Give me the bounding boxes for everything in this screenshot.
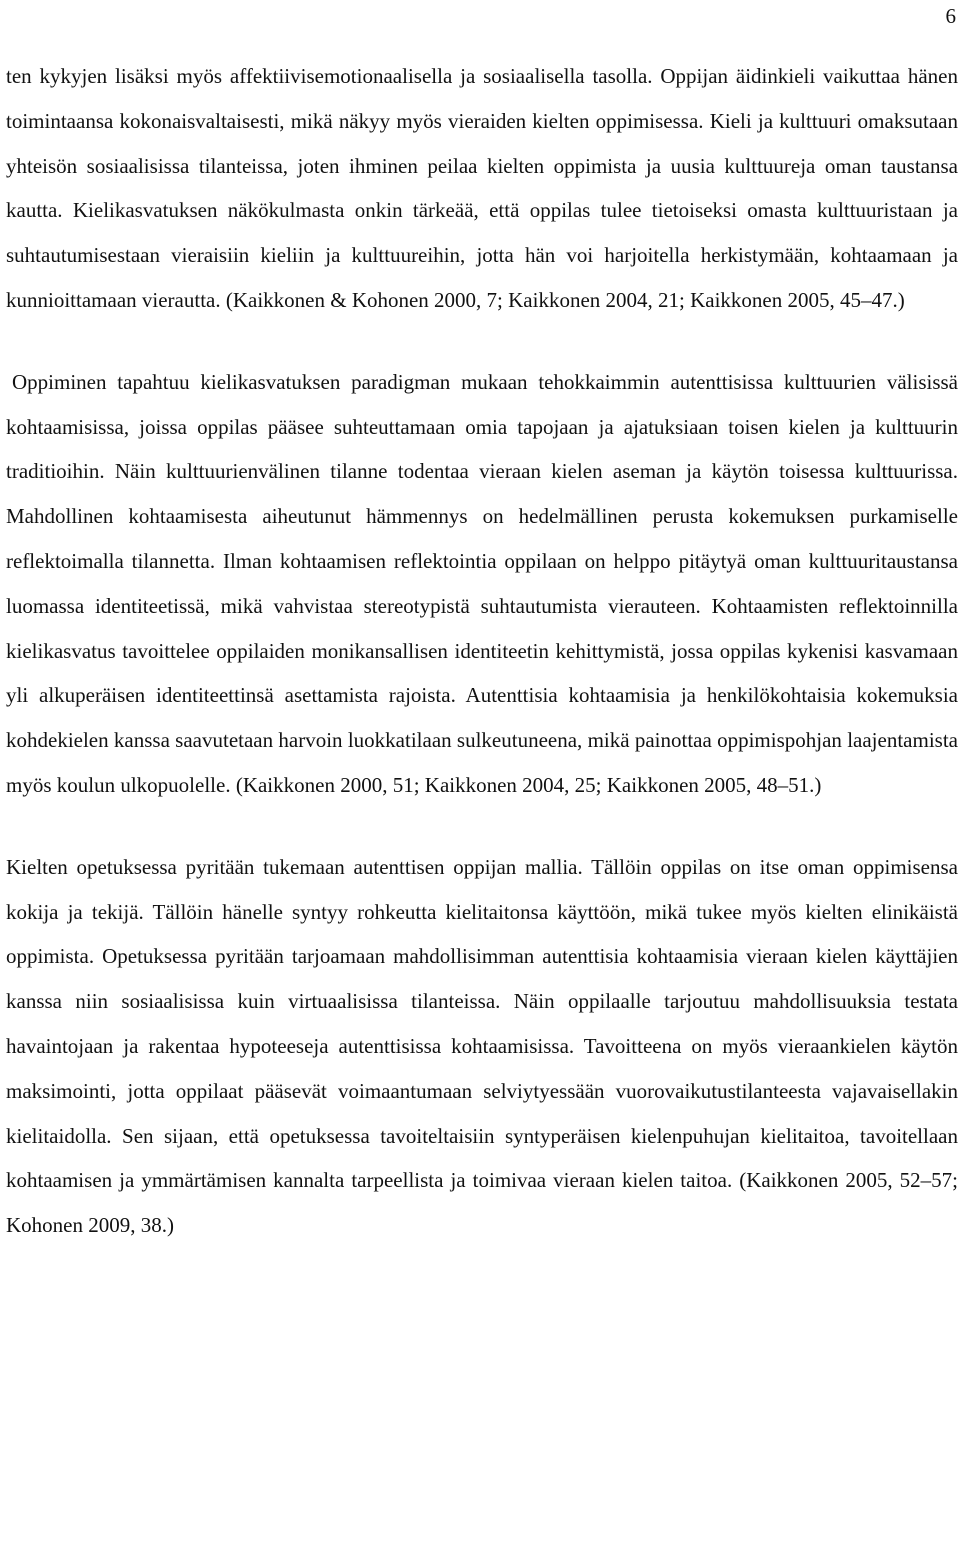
paragraph-3: Kielten opetuksessa pyritään tukemaan autenttisen oppijan mallia. Tällöin oppilas on itse oman oppimisensa kokija ja tekijä. Tällöin hänelle syntyy rohkeutta kielitaitonsa käyttöön, mikä tukee myös kielten elinikäistä oppimista. Opetuksessa pyritään tarjoamaan mahdollisimman autenttisia kohtaamisia vieraan kielen käyttäjien kanssa niin sosiaalisissa kuin virtuaalisissa tilanteissa. Näin oppilaalle tarjoutuu mahdollisuuksia testata havaintojaan ja rakentaa hypoteeseja autenttisissa kohtaamisissa. Tavoitteena on myös vieraankielen käytön maksimointi, jotta oppilaat pääsevät voimaantumaan selviytyessään vuorovaikutustilanteesta vajavaisellakin kielitaidolla. Sen sijaan, että opetuksessa tavoiteltaisiin syntyperäisen kielenpuhujan kielitaitoa, tavoitellaan kohtaamisen ja ymmärtämisen kannalta tarpeellista ja toimivaa vieraan kielen taitoa. (Kaikkonen 2005, 52–57; Kohonen 2009, 38.) xyxy=(6,854,958,1238)
paragraph-1: ten kykyjen lisäksi myös affektiivisemotionaalisella ja sosiaalisella tasolla. Oppijan äidinkieli vaikuttaa hänen toimintaansa kokonaisvaltaisesti, mikä näkyy myös vieraiden kielten oppimisessa. Kieli ja kulttuuri omaksutaan yhteisön sosiaalisissa tilanteissa, joten ihminen peilaa kielten oppimista ja uusia kulttuureja oman taustansa kautta. Kielikasvatuksen näkökulmasta onkin tärkeää, että oppilas tulee tietoiseksi omasta kulttuuristaan ja suhtautumisestaan vieraisiin kieliin ja kulttuureihin, jotta hän voi harjoitella herkistymään, kohtaamaan ja kunnioittamaan vierautta. (Kaikkonen & Kohonen 2000, 7; Kaikkonen 2004, 21; Kaikkonen 2005, 45–47.) xyxy=(6,64,958,312)
page-number: 6 xyxy=(945,4,956,28)
document-body xyxy=(6,54,958,1248)
paragraph-2: Oppiminen tapahtuu kielikasvatuksen paradigman mukaan tehokkaimmin autenttisissa kulttuurien välisissä kohtaamisissa, joissa oppilas pääsee suhteuttamaan omia tapojaan ja ajatuksiaan toisen kielen ja kulttuurin traditioihin. Näin kulttuurienvälinen tilanne todentaa vieraan kielen aseman ja käytön toisessa kulttuurissa. Mahdollinen kohtaamisesta aiheutunut hämmennys on hedelmällinen perusta kokemuksen purkamiselle reflektoimalla tilannetta. Ilman kohtaamisen reflektointia oppilaan on helppo pitäytyä oman kulttuuritaustansa luomassa identiteetissä, mikä vahvistaa stereotypistä suhtautumista vierauteen. Kohtaamisten reflektoinnilla kielikasvatus tavoittelee oppilaiden monikansallisen identiteetin kehittymistä, jossa oppilas kykenisi kasvamaan yli alkuperäisen identiteettinsä asettamista rajoista. Autenttisia kohtaamisia ja henkilökohtaisia kokemuksia kohdekielen kanssa saavutetaan harvoin luokkatilaan sulkeutuneena, mikä painottaa oppimispohjan laajentamista myös koulun ulkopuolelle. (Kaikkonen 2000, 51; Kaikkonen 2004, 25; Kaikkonen 2005, 48–51.) xyxy=(6,369,958,797)
